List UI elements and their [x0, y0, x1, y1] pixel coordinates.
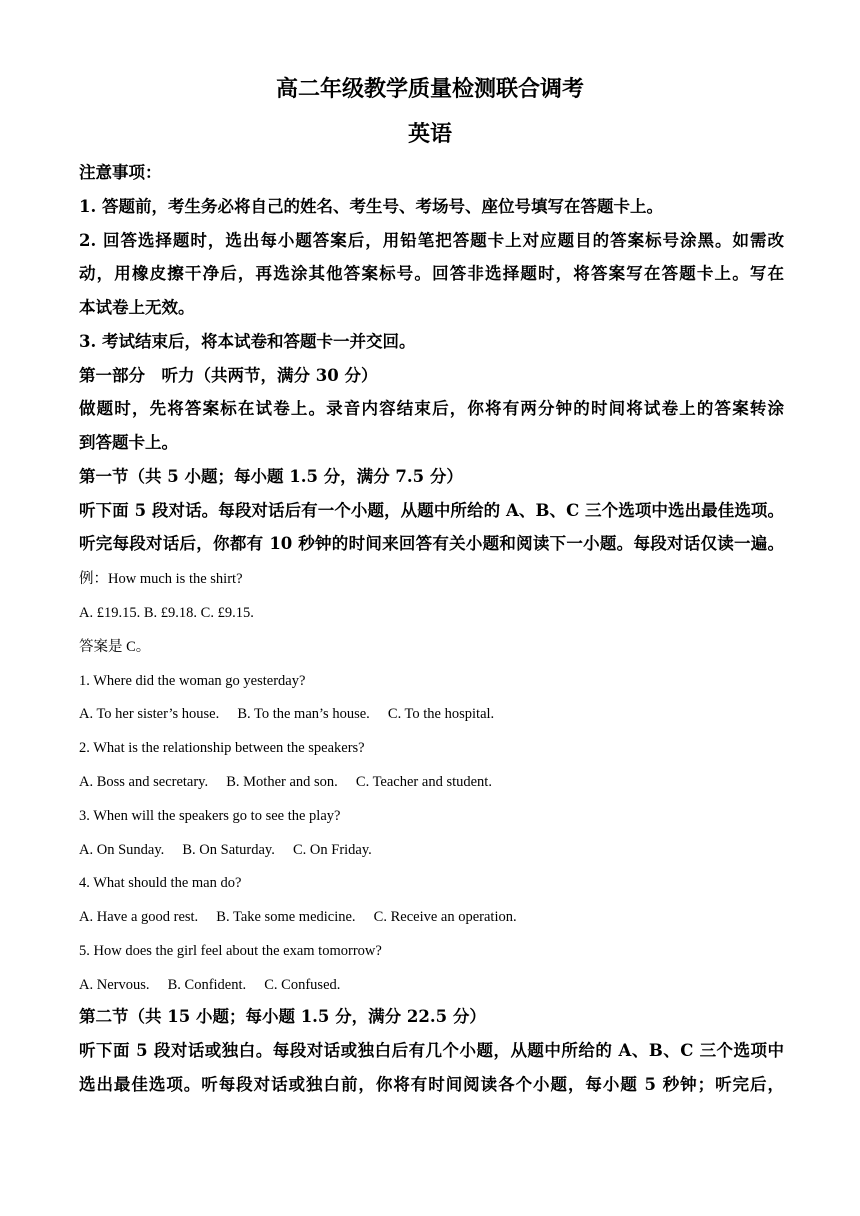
question-3: 3. When will the speakers go to see the play?	[79, 808, 341, 824]
section1-intro-line-1: 听下面 5 段对话。每段对话后有一个小题，从题中所给的 A、B、C 三个选项中选出最佳选项。	[79, 501, 784, 520]
question-5-options: A. Nervous. B. Confident. C. Confused.	[79, 977, 341, 993]
notice-heading: 注意事项：	[79, 163, 162, 182]
notice-item-1: 1. 答题前，考生务必将自己的姓名、考生号、考场号、座位号填写在答题卡上。	[79, 197, 663, 216]
section2-intro-line-2: 选出最佳选项。听每段对话或独白前，你将有时间阅读各个小题，每小题 5 秒钟；听完后，	[79, 1075, 784, 1094]
question-4: 4. What should the man do?	[79, 875, 242, 891]
question-2: 2. What is the relationship between the speakers?	[79, 740, 365, 756]
question-3-options: A. On Sunday. B. On Saturday. C. On Friday.	[79, 842, 372, 858]
example-answer: 答案是 C。	[79, 639, 151, 655]
notice-item-3: 3. 考试结束后，将本试卷和答题卡一并交回。	[79, 332, 416, 351]
part1-intro-line-1: 做题时，先将答案标在试卷上。录音内容结束后，你将有两分钟的时间将试卷上的答案转涂	[79, 399, 784, 418]
example-options: A. £19.15. B. £9.18. C. £9.15.	[79, 605, 254, 621]
exam-title: 高二年级教学质量检测联合调考	[275, 76, 584, 102]
notice-item-2-line-3: 本试卷上无效。	[79, 298, 195, 317]
example-question: 例：How much is the shirt?	[79, 571, 243, 587]
section2-intro-line-1: 听下面 5 段对话或独白。每段对话或独白后有几个小题，从题中所给的 A、B、C 三个选项中	[79, 1041, 784, 1060]
notice-item-2-line-1: 2. 回答选择题时，选出每小题答案后，用铅笔把答题卡上对应题目的答案标号涂黑。如需改	[79, 231, 784, 250]
section1-heading: 第一节（共 5 小题；每小题 1.5 分，满分 7.5 分）	[79, 467, 463, 486]
question-2-options: A. Boss and secretary. B. Mother and son. C. Teacher and student.	[79, 774, 492, 790]
question-1: 1. Where did the woman go yesterday?	[79, 673, 306, 689]
part1-heading: 第一部分 听力（共两节，满分 30 分）	[79, 366, 378, 385]
section2-heading: 第二节（共 15 小题；每小题 1.5 分，满分 22.5 分）	[79, 1007, 486, 1026]
exam-subject: 英语	[407, 121, 452, 147]
question-1-options: A. To her sister’s house. B. To the man’s house. C. To the hospital.	[79, 706, 495, 722]
part1-intro-line-2: 到答题卡上。	[79, 433, 178, 452]
notice-item-2-line-2: 动，用橡皮擦干净后，再选涂其他答案标号。回答非选择题时，将答案写在答题卡上。写在	[79, 264, 784, 283]
section1-intro-line-2: 听完每段对话后，你都有 10 秒钟的时间来回答有关小题和阅读下一小题。每段对话仅读一遍。	[79, 534, 784, 553]
question-5: 5. How does the girl feel about the exam tomorrow?	[79, 943, 382, 959]
question-4-options: A. Have a good rest. B. Take some medicine. C. Receive an operation.	[79, 909, 517, 925]
